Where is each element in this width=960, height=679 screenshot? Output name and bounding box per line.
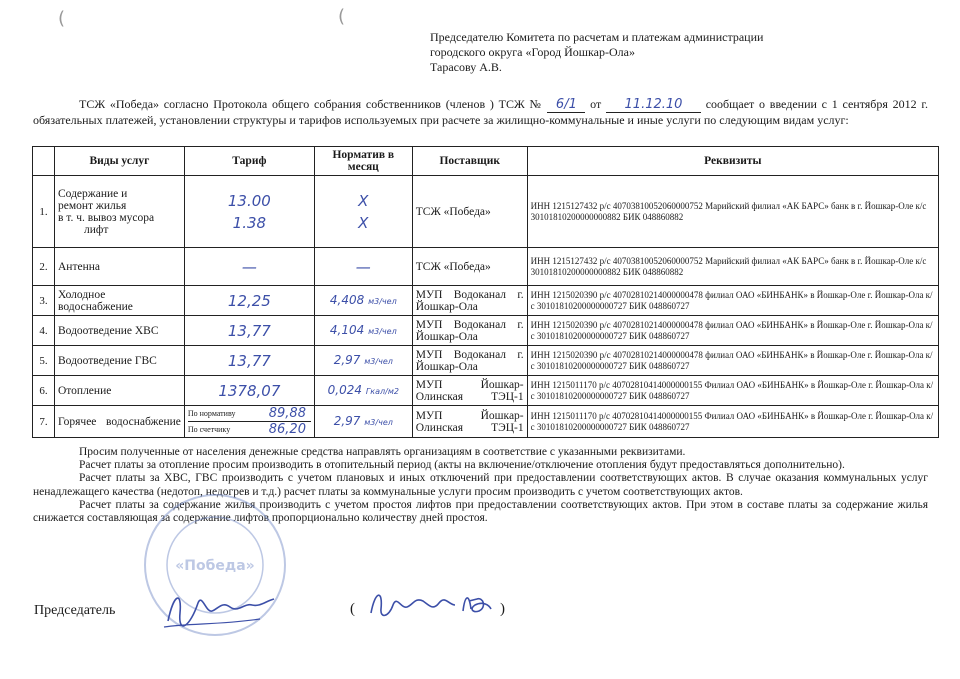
row-service <box>54 176 184 248</box>
norm-value: 2,97 <box>333 413 361 428</box>
header-service: Виды услуг <box>54 147 184 176</box>
header-tariff: Тариф <box>184 147 314 176</box>
row-norm <box>314 316 412 346</box>
row-supplier: МУП Водоканал г. Йошкар-Ола <box>412 316 527 346</box>
norm-unit: м3/чел <box>364 417 393 427</box>
tariff-by-norm <box>188 406 311 421</box>
row-norm <box>314 346 412 376</box>
row-requisites: ИНН 1215020390 р/с 40702810214000000478 филиал ОАО «БИНБАНК» в Йошкар-Оле г. Йошкар-Ола к/с 30101810200000000727 БИК 048860727 <box>527 346 938 376</box>
row-supplier: МУП Водоканал г. Йошкар-Ола <box>412 286 527 316</box>
norm-unit: м3/чел <box>368 326 397 336</box>
protocol-date: 11.12.10 <box>606 98 701 113</box>
row-num: 1. <box>33 176 55 248</box>
row-num: 5. <box>33 346 55 376</box>
row-requisites: ИНН 1215127432 р/с 40703810052060000752 Марийский филиал «АК БАРС» банк в г. Йошкар-Оле к/с 30101810200000000882 БИК 048860882 <box>527 248 938 286</box>
norm-value: X <box>358 191 369 210</box>
table-row <box>33 376 939 406</box>
note-paragraph: Расчет платы за содержание жилья производить с учетом простоя лифтов при предоставлении соответствующих актов. При этом в составе платы за содержание жилья снижается составляющая за содержание лифтов пропорционально количеству дней простоя. <box>33 498 928 525</box>
services-table <box>32 146 939 438</box>
row-supplier: ТСЖ «Победа» <box>412 176 527 248</box>
row-requisites: ИНН 1215011170 р/с 40702810414000000155 Филиал ОАО «БИНБАНК» в Йошкар-Оле г. Йошкар-Ола к/с 30101810200000000727 БИК 048860727 <box>527 376 938 406</box>
row-requisites: ИНН 1215127432 р/с 40703810052060000752 Марийский филиал «АК БАРС» банк в г. Йошкар-Оле к/с 30101810200000000882 БИК 048860882 <box>527 176 938 248</box>
header-norm: Норматив в месяц <box>314 147 412 176</box>
tariff-sub-label: По нормативу <box>187 408 236 418</box>
corner-mark-left: ( <box>58 8 66 29</box>
row-supplier: МУП Йошкар-Олинская ТЭЦ-1 <box>412 376 527 406</box>
row-norm <box>314 406 412 438</box>
row-service: Отопление <box>54 376 184 406</box>
row-tariff <box>184 176 314 248</box>
row-tariff: 13,77 <box>184 316 314 346</box>
row-num: 3. <box>33 286 55 316</box>
tariff-sub-value: 89,88 <box>268 405 306 421</box>
service-line: лифт <box>83 223 109 236</box>
row-num: 6. <box>33 376 55 406</box>
row-tariff: 12,25 <box>184 286 314 316</box>
table-row <box>33 346 939 376</box>
chairman-name-handwritten <box>365 583 495 628</box>
intro-part3: сообщает о введении с 1 сентября 2012 г. обязательных платежей, установлении структуры и тарифов используемых при расчете за жилищно-коммунальные и иные услуги по следующим видам услуг: <box>33 97 928 127</box>
note-paragraph: Просим полученные от населения денежные средства направлять организациям в соответствие с указанными реквизитами. <box>79 446 686 458</box>
norm-value: X <box>358 213 369 232</box>
row-service: Водоотведение ГВС <box>54 346 184 376</box>
norm-unit: м3/чел <box>368 296 397 306</box>
tariff-value: 13.00 <box>227 191 271 210</box>
norm-value: 4,104 <box>329 322 365 337</box>
signature-label: Председатель <box>34 603 116 618</box>
intro-part2: от <box>585 97 606 111</box>
intro-paragraph <box>33 97 928 127</box>
row-tariff <box>184 406 314 438</box>
row-tariff: 1378,07 <box>184 376 314 406</box>
row-service: Горячее водоснабжение <box>54 406 184 438</box>
header-num <box>33 147 55 176</box>
row-requisites: ИНН 1215020390 р/с 40702810214000000478 филиал ОАО «БИНБАНК» в Йошкар-Оле г. Йошкар-Ола к/с 30101810200000000727 БИК 048860727 <box>527 286 938 316</box>
tariff-sub-value: 86,20 <box>268 421 306 437</box>
row-requisites: ИНН 1215020390 р/с 40702810214000000478 филиал ОАО «БИНБАНК» в Йошкар-Оле г. Йошкар-Ола к/с 30101810200000000727 БИК 048860727 <box>527 316 938 346</box>
addressee-block <box>430 30 763 75</box>
row-service: Водоотведение ХВС <box>54 316 184 346</box>
open-paren: ( <box>350 601 355 617</box>
norm-value: 4,408 <box>329 292 365 307</box>
norm-unit: Гкал/м2 <box>365 386 399 396</box>
table-header-row <box>33 147 939 176</box>
row-requisites: ИНН 1215011170 р/с 40702810414000000155 Филиал ОАО «БИНБАНК» в Йошкар-Оле г. Йошкар-Ола к/с 30101810200000000727 БИК 048860727 <box>527 406 938 438</box>
service-line: Содержание и <box>57 187 128 200</box>
row-norm <box>314 376 412 406</box>
row-norm <box>314 286 412 316</box>
table-row <box>33 248 939 286</box>
service-line: в т. ч. вывоз мусора <box>57 211 155 224</box>
row-supplier: МУП Йошкар-Олинская ТЭЦ-1 <box>412 406 527 438</box>
service-line: ремонт жилья <box>57 199 127 212</box>
header-requisites: Реквизиты <box>527 147 938 176</box>
row-num: 2. <box>33 248 55 286</box>
table-row <box>33 316 939 346</box>
row-service: Холодное водоснабжение <box>54 286 184 316</box>
table-row <box>33 406 939 438</box>
stamp-text: «Победа» <box>175 558 255 574</box>
addressee-line3: Тарасову А.В. <box>430 60 502 74</box>
norm-value: 0,024 <box>327 382 362 397</box>
note-paragraph: Расчет платы за отопление просим производить в отопительный период (акты на включение/отключение отопления будут предоставляться дополнительно). <box>79 459 845 472</box>
protocol-number: 6/1 <box>547 98 585 113</box>
row-norm: — <box>314 248 412 286</box>
note-paragraph: Расчет платы за ХВС, ГВС производить с учетом плановых и иных отключений при предоставлении соответствующих актов. В случае оказания коммунальных услуг ненадлежащего качества (недотоп, недогрев и т.д.) расчет платы за коммунальные услуги просим производить с учетом соответствующих актов. <box>33 472 928 498</box>
row-supplier: ТСЖ «Победа» <box>412 248 527 286</box>
tariff-sub-label: По счетчику <box>187 424 231 434</box>
norm-unit: м3/чел <box>364 356 393 366</box>
row-supplier: МУП Водоканал г. Йошкар-Ола <box>412 346 527 376</box>
norm-value: 2,97 <box>333 352 361 367</box>
table-row <box>33 286 939 316</box>
row-tariff: — <box>184 248 314 286</box>
chairman-signature <box>160 583 280 633</box>
row-norm <box>314 176 412 248</box>
intro-part1: ТСЖ «Победа» согласно Протокола общего собрания собственников (членов ) ТСЖ № <box>79 97 543 111</box>
row-service: Антенна <box>54 248 184 286</box>
row-tariff: 13,77 <box>184 346 314 376</box>
close-paren: ) <box>500 601 505 617</box>
addressee-line1: Председателю Комитета по расчетам и платежам администрации <box>430 30 764 44</box>
addressee-line2: городского округа «Город Йошкар-Ола» <box>430 45 635 59</box>
table-row <box>33 176 939 248</box>
corner-mark-right: ( <box>338 6 346 27</box>
header-supplier: Поставщик <box>412 147 527 176</box>
tariff-by-meter <box>188 421 311 437</box>
tariff-value: 1.38 <box>232 213 267 232</box>
row-num: 7. <box>33 406 55 438</box>
row-num: 4. <box>33 316 55 346</box>
